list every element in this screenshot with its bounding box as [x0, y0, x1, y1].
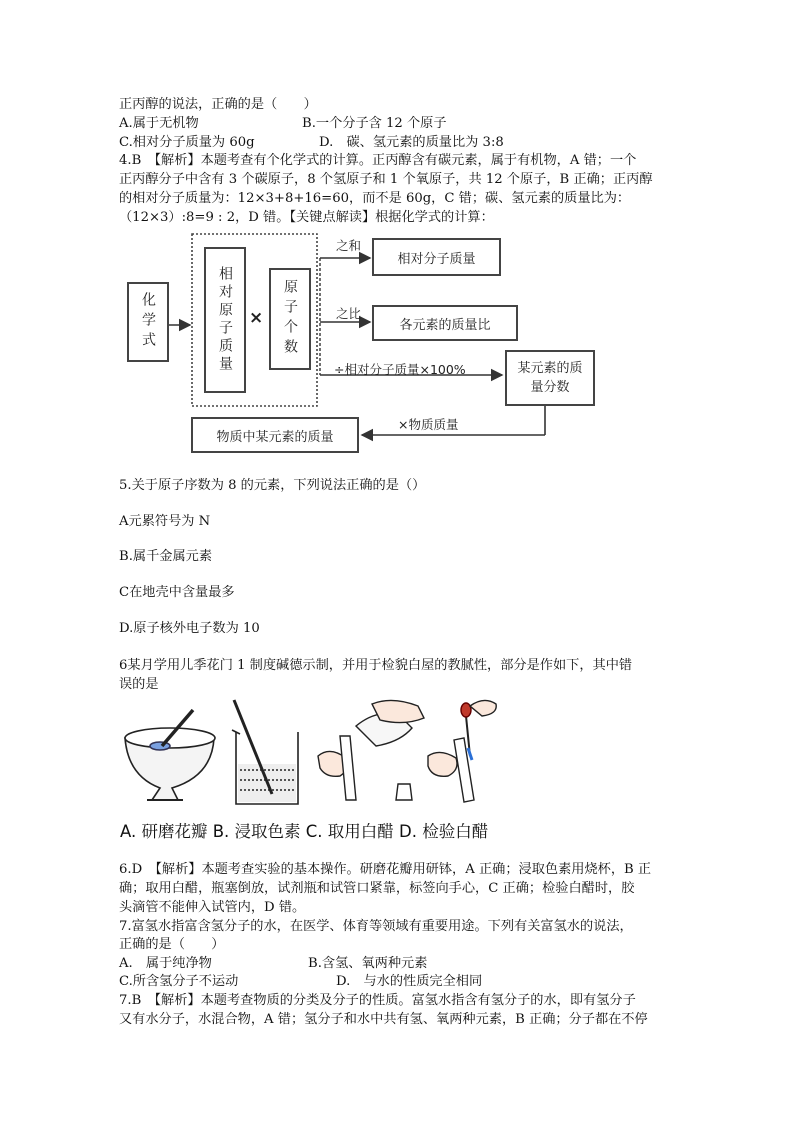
element-mass-box: 物质中某元素的质量 [191, 417, 359, 453]
a6-line-1: 6.D 【解析】本题考查实验的基本操作。研磨花瓣用研钵，A 正确；浸取色素用烧杯，B 正 [119, 862, 652, 877]
divide-label: ÷相对分子质量×100% [334, 362, 466, 377]
q6-stem-line-1: 6某月学用儿季花门 1 制度碱德示制，并用于检貌白屋的教腻性，部分是作如下，其中错 [119, 658, 633, 673]
beaker-rod-illustration [232, 700, 298, 804]
q7-option-d: D. 与水的性质完全相同 [336, 974, 483, 989]
atom-count-box: 原子个数 [269, 268, 311, 370]
formula-diagram [0, 0, 794, 470]
a6-line-3: 头滴管不能伸入试管内，D 错。 [119, 900, 306, 915]
diagram-connectors [0, 0, 794, 470]
q5-option-b: B.属千金属元素 [119, 549, 213, 564]
times-mass-label: ×物质质量 [398, 417, 459, 432]
a4-line-3: 的相对分子质量为：12×3+8+16=60，而不是 60g，C 错；碳、氢元素的质量比为： [119, 191, 631, 206]
a6-line-2: 确；取用白醋，瓶塞倒放，试剂瓶和试管口紧靠，标签向手心，C 正确；检验白醋时，胶 [119, 881, 635, 896]
q7-option-c: C.所含氢分子不运动 [119, 974, 239, 989]
q7-option-a: A. 属于纯净物 [119, 956, 212, 971]
q5-option-d: D.原子核外电子数为 10 [119, 621, 260, 636]
q5-option-c: C在地壳中含量最多 [119, 585, 235, 600]
formula-box: 化学式 [127, 282, 169, 362]
lab-illustrations [0, 696, 794, 816]
q7-stem-line-2: 正确的是（ ） [119, 937, 225, 952]
dropper-testing-illustration [428, 700, 496, 802]
a4-line-2: 正丙醇分子中含有 3 个碳原子，8 个氢原子和 1 个氧原子，共 12 个原子，B 正确；正丙醇 [119, 172, 653, 187]
atomic-mass-box: 相对原子质量 [204, 247, 246, 393]
molecular-mass-box: 相对分子质量 [372, 238, 501, 276]
q5-option-a: A元累符号为 N [119, 514, 211, 529]
q3-option-c: C.相对分子质量为 60g [119, 135, 255, 150]
mass-fraction-box: 某元素的质量分数 [505, 350, 595, 406]
pouring-reagent-illustration [318, 700, 424, 800]
a7-line-1: 7.B 【解析】本题考查物质的分类及分子的性质。富氢水指含有氢分子的水，即有氢分子 [119, 993, 636, 1008]
element-ratio-box: 各元素的质量比 [372, 305, 518, 341]
q5-stem: 5.关于原子序数为 8 的元素，下列说法正确的是（） [119, 478, 426, 493]
q3-option-a: A.属于无机物 [119, 116, 199, 131]
q3-option-b: B.一个分子含 12 个原子 [302, 116, 447, 131]
a4-line-4: （12×3）:8=9 : 2，D 错。【关键点解读】根据化学式的计算： [119, 210, 494, 225]
q7-option-b: B.含氢、氧两种元素 [308, 956, 428, 971]
multiply-sign: × [249, 308, 264, 328]
a4-line-1: 4.B 【解析】本题考查有个化学式的计算。正丙醇含有碳元素，属于有机物，A 错；一个 [119, 153, 637, 168]
q7-stem-line-1: 7.富氢水指富含氢分子的水，在医学、体育等领域有重要用途。下列有关富氢水的说法， [119, 919, 633, 934]
lab-caption: A. 研磨花瓣 B. 浸取色素 C. 取用白醋 D. 检验白醋 [120, 822, 489, 841]
mortar-pestle-illustration [125, 710, 215, 800]
ratio-label: 之比 [336, 306, 362, 321]
a7-line-2: 又有水分子，水混合物，A 错；氢分子和水中共有氢、氧两种元素，B 正确；分子都在不停 [119, 1012, 648, 1027]
q3-stem: 正丙醇的说法，正确的是（ ） [119, 97, 317, 112]
sum-label: 之和 [336, 238, 362, 253]
q6-stem-line-2: 误的是 [119, 677, 159, 692]
q3-option-d: D. 碳、氢元素的质量比为 3:8 [319, 135, 504, 150]
